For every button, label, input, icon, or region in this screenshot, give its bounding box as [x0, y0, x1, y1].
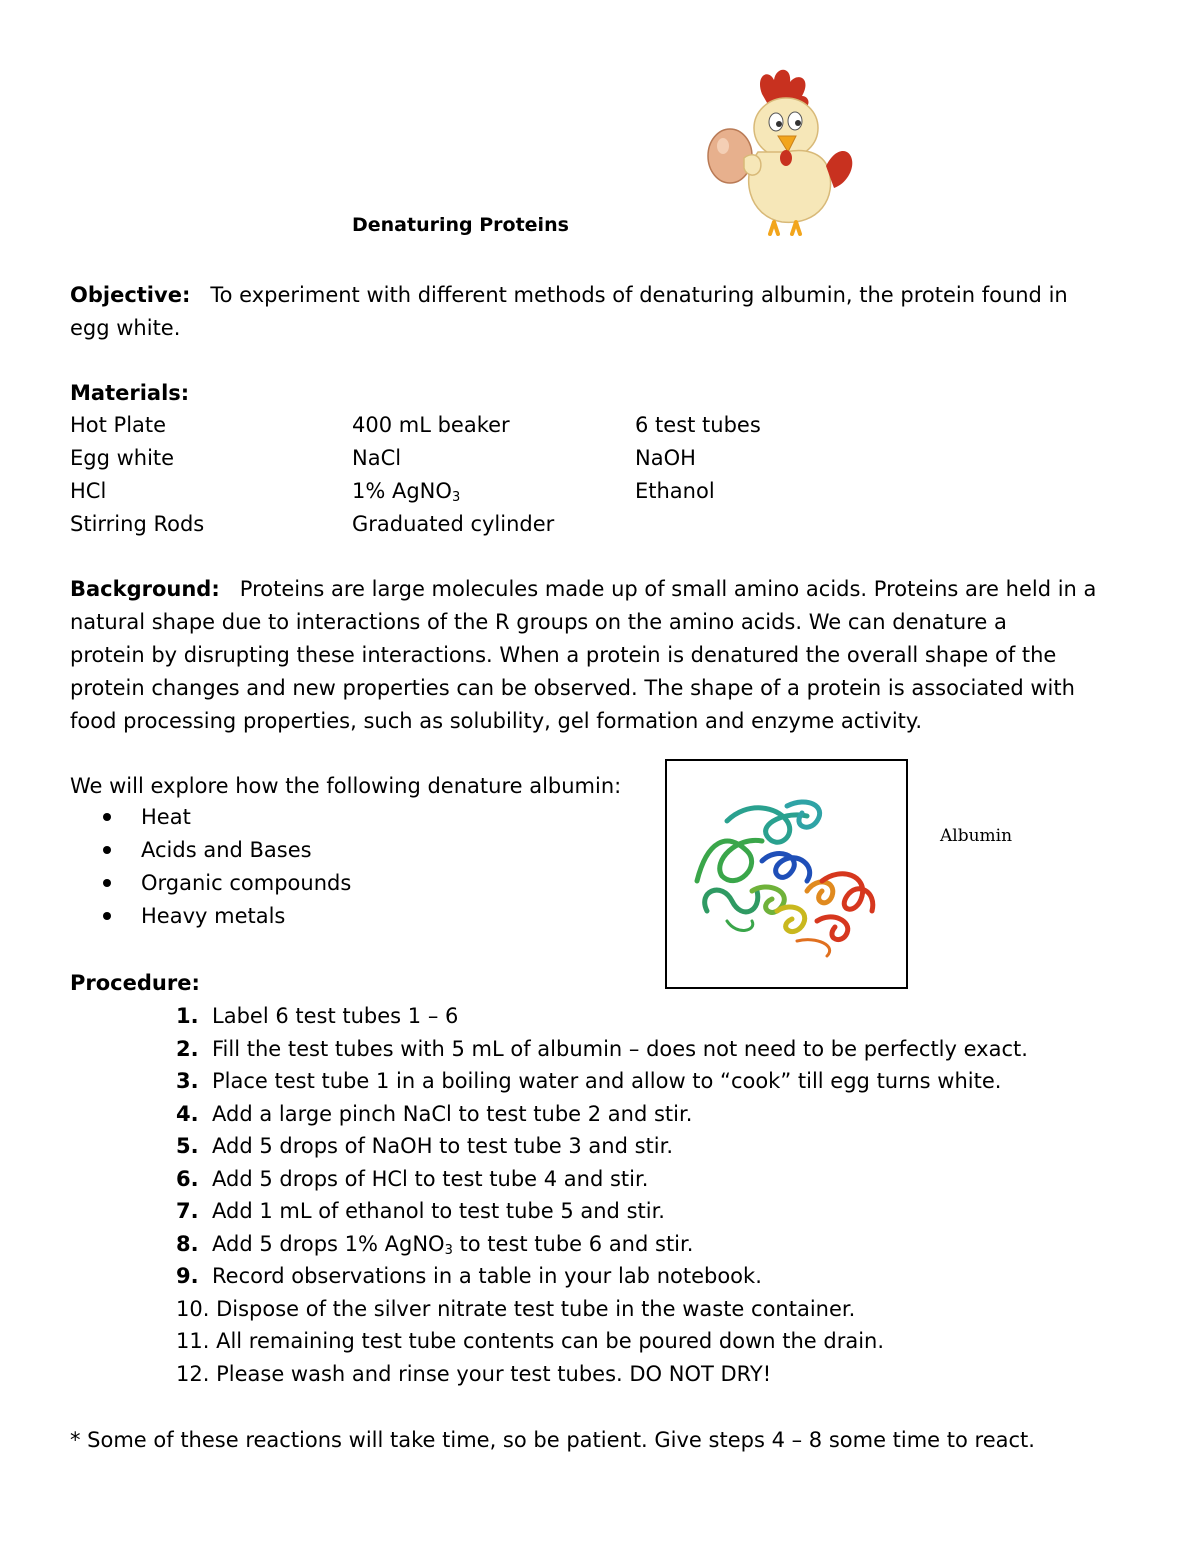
- procedure-heading: Procedure:: [70, 971, 200, 995]
- material-item: Hot Plate: [70, 413, 167, 437]
- material-item: NaCl: [352, 446, 402, 470]
- albumin-caption: Albumin: [940, 826, 1013, 846]
- list-item: 5. Add 5 drops of NaOH to test tube 3 and stir.: [176, 1134, 673, 1158]
- objective-text-1: To experiment with different methods of denaturing albumin, the protein found in: [210, 283, 1068, 307]
- explore-intro: We will explore how the following denature albumin:: [70, 774, 622, 798]
- material-item: 400 mL beaker: [352, 413, 510, 437]
- materials-heading: Materials:: [70, 381, 190, 405]
- material-item: 6 test tubes: [635, 413, 761, 437]
- list-item: 7. Add 1 mL of ethanol to test tube 5 and stir.: [176, 1199, 665, 1223]
- albumin-figure-box: [665, 759, 908, 989]
- list-item: 8. Add 5 drops 1% AgNO$_3$ to test tube 6 and stir.: [176, 1231, 694, 1258]
- list-item: 2. Fill the test tubes with 5 mL of albumin – does not need to be perfectly exact.: [176, 1036, 1028, 1061]
- footnote: * Some of these reactions will take time, so be patient. Give steps 4 – 8 some time to react.: [70, 1428, 1035, 1452]
- material-item: Egg white: [70, 446, 175, 470]
- explore-bullet-list: [100, 801, 351, 933]
- page-title: Denaturing Proteins: [352, 214, 569, 236]
- procedure-label: Procedure: [70, 971, 192, 995]
- material-item: Ethanol: [635, 479, 715, 503]
- list-item: 10. Dispose of the silver nitrate test tube in the waste container.: [176, 1296, 856, 1321]
- background-label: Background: [70, 577, 212, 601]
- background-line-1: Background: Proteins are large molecules made up of small amino acids. Proteins are held in a: [70, 577, 1097, 601]
- list-item: 9. Record observations in a table in your lab notebook.: [176, 1264, 762, 1288]
- list-item: Heavy metals: [100, 900, 351, 933]
- background-line: natural shape due to interactions of the R groups on the amino acids. We can denature a: [70, 610, 1007, 634]
- material-item: Graduated cylinder: [352, 512, 555, 536]
- list-item: 3. Place test tube 1 in a boiling water and allow to “cook” till egg turns white.: [176, 1069, 1002, 1093]
- list-item: 4. Add a large pinch NaCl to test tube 2 and stir.: [176, 1101, 693, 1126]
- material-item: NaOH: [635, 446, 696, 470]
- list-item: Organic compounds: [100, 867, 351, 900]
- material-item: Stirring Rods: [70, 512, 205, 536]
- objective-text-2: egg white.: [70, 316, 181, 340]
- albumin-protein-structure-image: [667, 761, 906, 987]
- background-line: food processing properties, such as solubility, gel formation and enzyme activity.: [70, 709, 922, 733]
- list-item: 11. All remaining test tube contents can be poured down the drain.: [176, 1329, 885, 1353]
- list-item: 6. Add 5 drops of HCl to test tube 4 and stir.: [176, 1166, 649, 1191]
- material-item: HCl: [70, 479, 107, 503]
- list-item: Acids and Bases: [100, 834, 351, 867]
- list-item: 1. Label 6 test tubes 1 – 6: [176, 1004, 459, 1028]
- materials-label: Materials: [70, 381, 181, 405]
- list-item: Heat: [100, 801, 351, 834]
- material-item-agno3: 1% AgNO$_3$: [352, 479, 461, 505]
- list-item: 12. Please wash and rinse your test tubes. DO NOT DRY!: [176, 1361, 772, 1386]
- procedure-step-list: [176, 1000, 1028, 1390]
- background-line: protein changes and new properties can be observed. The shape of a protein is associated with: [70, 676, 1075, 700]
- background-line: protein by disrupting these interactions. When a protein is denatured the overall shape of the: [70, 643, 1057, 667]
- chicken-holding-egg-illustration: [700, 66, 855, 236]
- objective-label: Objective: [70, 283, 182, 307]
- objective-line-1: Objective: To experiment with different methods of denaturing albumin, the protein found in: [70, 283, 1068, 307]
